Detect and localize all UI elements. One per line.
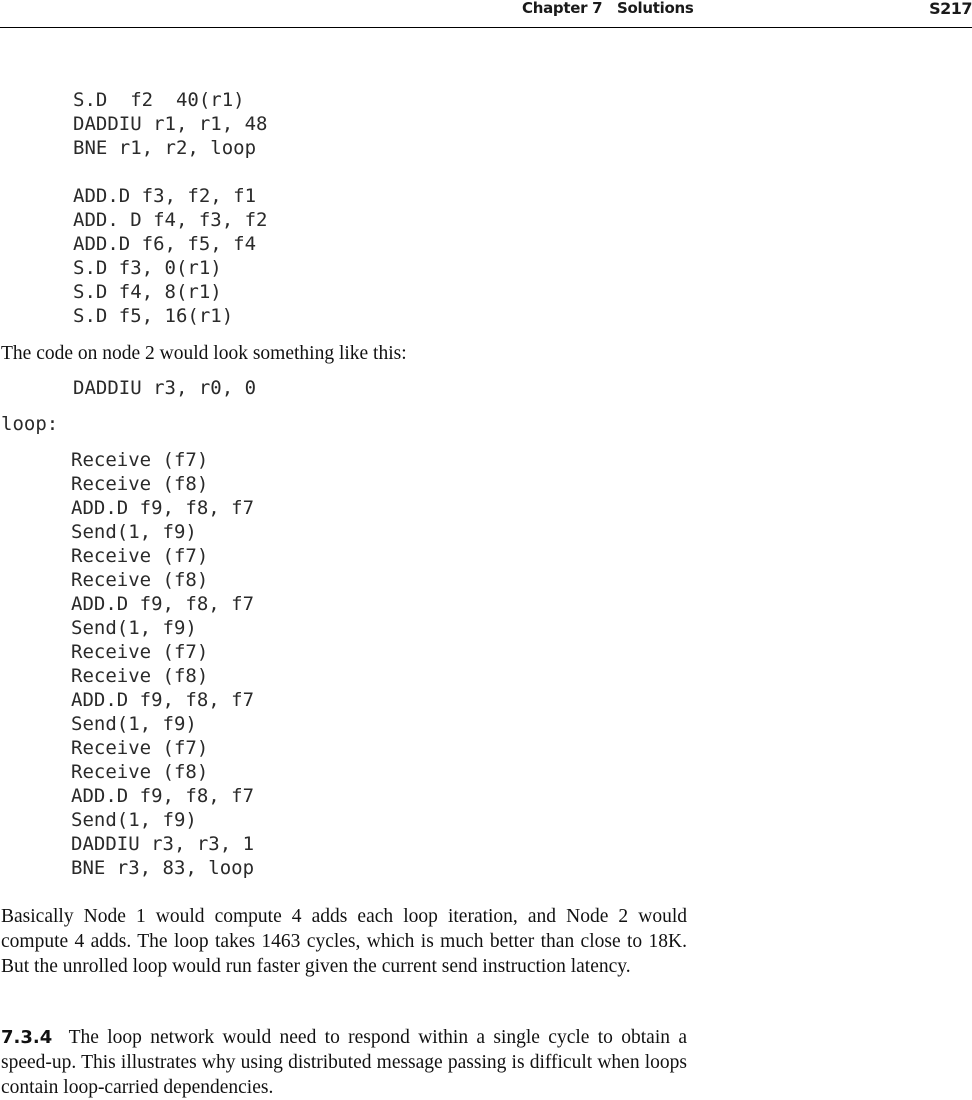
summary-paragraph: Basically Node 1 would compute 4 adds each loop iteration, and Node 2 would compute 4 adds. The loop takes 1463 cycles, which is much better than close to 18K. But the unrolled loop would run faster given the current send instruction latency. bbox=[1, 906, 687, 977]
code-node1-line: ADD.D f6, f5, f4 bbox=[73, 233, 257, 255]
code-node1-line bbox=[73, 160, 267, 184]
code-node2-line: Receive (f7) bbox=[71, 449, 209, 471]
code-node1-line: ADD.D f3, f2, f1 bbox=[73, 185, 257, 207]
code-block-node1 bbox=[73, 88, 267, 328]
question-number: 7.3.4 bbox=[1, 1027, 53, 1048]
code-node1-line: BNE r1, r2, loop bbox=[73, 137, 257, 159]
code-node2-line: Send(1, f9) bbox=[71, 617, 197, 639]
loop-label: loop: bbox=[1, 413, 59, 435]
code-line-node2-init: DADDIU r3, r0, 0 bbox=[73, 377, 257, 399]
answer-7-3-4 bbox=[1, 1025, 687, 1100]
code-node2-line: Send(1, f9) bbox=[71, 809, 197, 831]
code-node2-line: DADDIU r3, r3, 1 bbox=[71, 833, 255, 855]
code-node2-line: Receive (f7) bbox=[71, 641, 209, 663]
page-number: S217 bbox=[929, 0, 972, 18]
code-node2-line: ADD.D f9, f8, f7 bbox=[71, 497, 255, 519]
code-node2-line: ADD.D f9, f8, f7 bbox=[71, 785, 255, 807]
code-node2-line: Send(1, f9) bbox=[71, 521, 197, 543]
code-node1-line: ADD. D f4, f3, f2 bbox=[73, 209, 268, 231]
code-node2-line: Receive (f8) bbox=[71, 761, 209, 783]
node2-intro: The code on node 2 would look something like this: bbox=[1, 343, 407, 364]
code-block-node2 bbox=[71, 448, 254, 880]
answer-text: The loop network would need to respond within a single cycle to obtain a speed-up. This illustrates why using distributed message passing is difficult when loops contain loop-carried dependencies. bbox=[1, 1027, 687, 1098]
code-node1-line: DADDIU r1, r1, 48 bbox=[73, 113, 268, 135]
code-node2-line: Receive (f8) bbox=[71, 473, 209, 495]
code-node2-line: Send(1, f9) bbox=[71, 713, 197, 735]
page-header bbox=[0, 0, 972, 28]
code-node1-line: S.D f2 40(r1) bbox=[73, 89, 245, 111]
code-node2-line: Receive (f7) bbox=[71, 737, 209, 759]
code-node1-line: S.D f5, 16(r1) bbox=[73, 305, 234, 327]
code-node2-line: Receive (f7) bbox=[71, 545, 209, 567]
code-node2-line: ADD.D f9, f8, f7 bbox=[71, 689, 255, 711]
chapter-title: Chapter 7 Solutions bbox=[522, 0, 694, 17]
code-node1-line: S.D f3, 0(r1) bbox=[73, 257, 222, 279]
code-node2-line: Receive (f8) bbox=[71, 665, 209, 687]
code-node2-line: Receive (f8) bbox=[71, 569, 209, 591]
code-node2-line: ADD.D f9, f8, f7 bbox=[71, 593, 255, 615]
code-node2-line: BNE r3, 83, loop bbox=[71, 857, 255, 879]
code-node1-line: S.D f4, 8(r1) bbox=[73, 281, 222, 303]
